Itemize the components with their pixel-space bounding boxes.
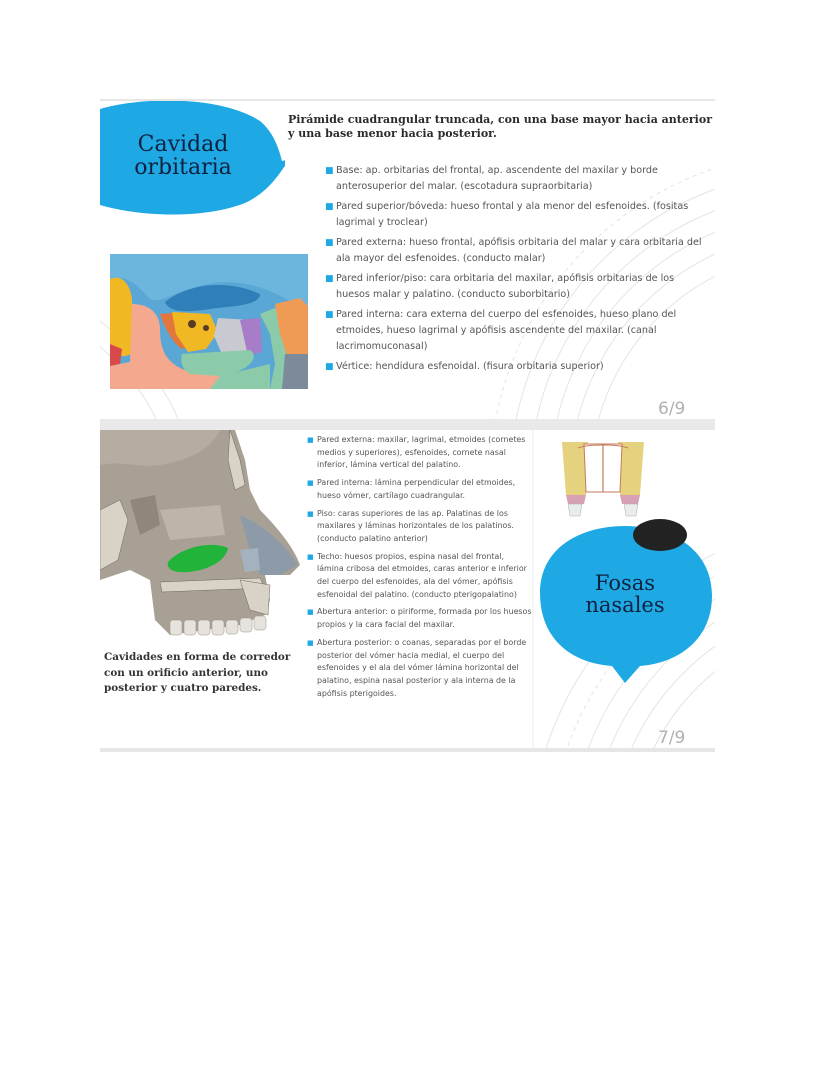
slide-title [555, 572, 695, 616]
slide-title-line-1: Fosas [594, 571, 656, 595]
slide-title [118, 133, 248, 179]
list-item: ■ Vértice: hendidura esfenoidal. (fisura orbitaria superior) [325, 359, 710, 375]
page-number: 6/9 [658, 399, 686, 419]
bullet-icon: ■ [307, 638, 314, 647]
bullet-icon: ■ [307, 552, 314, 561]
bullet-list [325, 163, 710, 379]
dark-circle-decoration [633, 519, 687, 551]
bullet-icon: ■ [325, 166, 334, 176]
bullet-list [307, 434, 532, 705]
slide-separator [100, 419, 715, 430]
list-item: ■ Pared externa: hueso frontal, apófisis orbitaria del malar y cara orbitaria del ala mayor del esfenoides. (conducto malar) [325, 237, 702, 264]
bullet-icon: ■ [307, 436, 314, 444]
skull-sagittal-illustration [100, 430, 305, 640]
bullet-icon: ■ [325, 202, 334, 212]
slide-intro-text: Pirámide cuadrangular truncada, con una base mayor hacia anterior y una base menor hacia posterior. [288, 113, 712, 140]
bullet-icon: ■ [325, 362, 334, 372]
list-item: ■ Techo: huesos propios, espina nasal del frontal, lámina cribosa del etmoides, caras anterior e inferior del cuerpo del esfenoides, ala del vómer, apófisis esfenoidal del palatino. (conducto pterigopalatino) [307, 551, 527, 599]
bullet-icon: ■ [307, 509, 314, 518]
list-item: ■ Pared inferior/piso: cara orbitaria del maxilar, apófisis orbitarias de los huesos malar y palatino. (conducto suborbitario) [325, 273, 675, 300]
slide-intro-text: Cavidades en forma de corredor con un orificio anterior, uno posterior y cuatro paredes. [104, 651, 291, 694]
bullet-icon: ■ [325, 238, 334, 248]
slide-bottom-border [100, 748, 715, 752]
slide-title-line-2: orbitaria [134, 155, 232, 181]
slide-title-line-1: Cavidad [137, 132, 229, 157]
slide-title-line-2: nasales [585, 593, 665, 618]
page-number: 7/9 [658, 728, 686, 748]
bullet-icon: ■ [307, 608, 314, 617]
slide-fosas-nasales [100, 430, 715, 750]
list-item: ■ Pared interna: lámina perpendicular del etmoides, hueso vómer, cartílago cuadrangular. [307, 478, 516, 500]
list-item: ■ Abertura anterior: o piriforme, formada por los huesos propios y la cara facial del maxilar. [307, 607, 532, 630]
bullet-icon: ■ [307, 479, 314, 488]
list-item: ■ Base: ap. orbitarias del frontal, ap. ascendente del maxilar y borde anterosuperior del malar. (escotadura supraorbitaria) [325, 165, 658, 192]
list-item: ■ Abertura posterior: o coanas, separadas por el borde posterior del vómer hacia medial, el cuerpo del esfenoides y el ala del vómer lámina horizontal del palatino, espina nasal posterior y ala interna de la apófisis pterigoides. [307, 637, 527, 698]
list-item: ■ Piso: caras superiores de las ap. Palatinas de los maxilares y láminas horizontales de los palatinos. (conducto palatino anterior) [307, 508, 514, 543]
nasal-cavity-coronal-illustration [558, 440, 648, 520]
slide-cavidad-orbitaria [100, 99, 715, 421]
list-item: ■ Pared superior/bóveda: hueso frontal y ala menor del esfenoides. (fositas lagrimal y troclear) [325, 201, 689, 228]
bullet-icon: ■ [325, 274, 334, 284]
bullet-icon: ■ [325, 310, 334, 320]
list-item: ■ Pared interna: cara externa del cuerpo del esfenoides, hueso plano del etmoides, hueso lagrimal y apófisis ascendente del maxilar. (canal lacrimomuconasal) [325, 309, 677, 352]
list-item: ■ Pared externa: maxilar, lagrimal, etmoides (cornetes medios y superiores), esfenoides, cornete nasal inferior, lámina vertical del palatino. [307, 435, 526, 470]
orbit-illustration [110, 254, 308, 389]
